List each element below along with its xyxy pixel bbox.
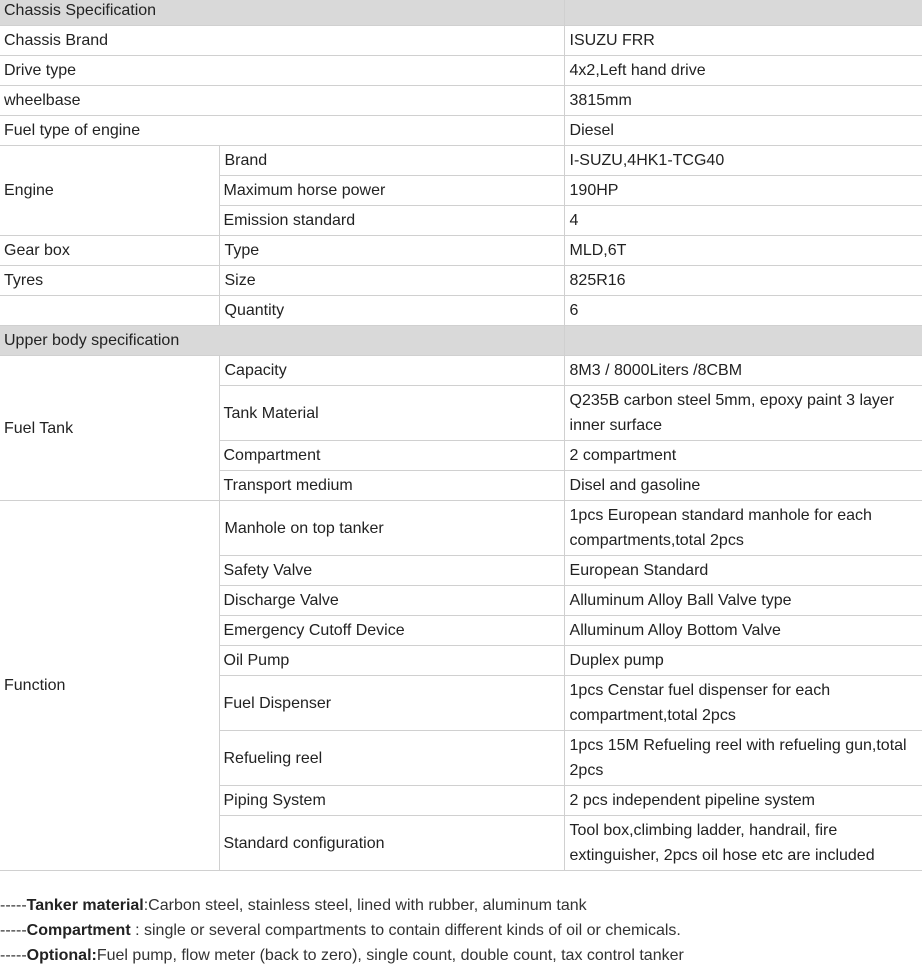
spec-value: ISUZU FRR xyxy=(564,26,922,56)
spec-label: Safety Valve xyxy=(219,556,564,586)
spec-value: Duplex pump xyxy=(564,646,922,676)
spec-label: Maximum horse power xyxy=(219,176,564,206)
table-row xyxy=(0,266,922,296)
spec-value: I-SUZU,4HK1-TCG40 xyxy=(564,146,922,176)
spec-label: Fuel type of engine xyxy=(0,116,564,146)
spec-label: Manhole on top tanker xyxy=(219,501,564,556)
spec-value: 6 xyxy=(564,296,922,326)
note-compartment xyxy=(0,918,922,943)
spec-value: Q235B carbon steel 5mm, epoxy paint 3 layer inner surface xyxy=(564,386,922,441)
table-row xyxy=(0,356,922,386)
spec-label: Capacity xyxy=(219,356,564,386)
spec-label: Discharge Valve xyxy=(219,586,564,616)
note-tanker-material xyxy=(0,893,922,918)
table-row xyxy=(0,26,922,56)
note-key: Optional: xyxy=(26,947,97,964)
spec-value: Diesel xyxy=(564,116,922,146)
spec-value: 2 pcs independent pipeline system xyxy=(564,786,922,816)
note-prefix: ----- xyxy=(0,922,27,939)
spec-value: 825R16 xyxy=(564,266,922,296)
note-key: Compartment xyxy=(26,922,131,939)
note-text: : single or several compartments to contain different kinds of oil or chemicals. xyxy=(130,922,681,939)
group-label-gearbox: Gear box xyxy=(0,236,219,266)
spec-value: 1pcs European standard manhole for each compartments,total 2pcs xyxy=(564,501,922,556)
spec-label: Drive type xyxy=(0,56,564,86)
spec-value: 2 compartment xyxy=(564,441,922,471)
spec-value: 4 xyxy=(564,206,922,236)
group-label-fuel-tank: Fuel Tank xyxy=(0,356,219,501)
spec-label: Size xyxy=(219,266,564,296)
section-header-empty xyxy=(564,326,922,356)
spec-value: 1pcs 15M Refueling reel with refueling gun,total 2pcs xyxy=(564,731,922,786)
spec-value: European Standard xyxy=(564,556,922,586)
spec-value: MLD,6T xyxy=(564,236,922,266)
table-row xyxy=(0,56,922,86)
spec-label: Chassis Brand xyxy=(0,26,564,56)
spec-label: Emergency Cutoff Device xyxy=(219,616,564,646)
spec-label: Brand xyxy=(219,146,564,176)
spec-label: Emission standard xyxy=(219,206,564,236)
table-row xyxy=(0,296,922,326)
spec-value: 8M3 / 8000Liters /8CBM xyxy=(564,356,922,386)
spec-value: Tool box,climbing ladder, handrail, fire extinguisher, 2pcs oil hose etc are included xyxy=(564,816,922,871)
spec-label: Transport medium xyxy=(219,471,564,501)
group-label-function: Function xyxy=(0,501,219,871)
section-title: Chassis Specification xyxy=(0,0,564,26)
section-title: Upper body specification xyxy=(0,326,564,356)
group-label-empty xyxy=(0,296,219,326)
note-key: Tanker material xyxy=(26,897,144,914)
section-header-chassis xyxy=(0,0,922,26)
spec-label: Fuel Dispenser xyxy=(219,676,564,731)
table-row xyxy=(0,236,922,266)
note-text: :Carbon steel, stainless steel, lined with rubber, aluminum tank xyxy=(143,897,587,914)
table-row xyxy=(0,146,922,176)
section-header-upper-body xyxy=(0,326,922,356)
spec-value: 4x2,Left hand drive xyxy=(564,56,922,86)
spec-value: 190HP xyxy=(564,176,922,206)
spec-label: Tank Material xyxy=(219,386,564,441)
spec-value: Alluminum Alloy Bottom Valve xyxy=(564,616,922,646)
spec-label: Piping System xyxy=(219,786,564,816)
group-label-engine: Engine xyxy=(0,146,219,236)
spec-value: 3815mm xyxy=(564,86,922,116)
spec-label: Compartment xyxy=(219,441,564,471)
table-row xyxy=(0,86,922,116)
spec-label: Standard configuration xyxy=(219,816,564,871)
group-label-tyres: Tyres xyxy=(0,266,219,296)
spec-value: 1pcs Censtar fuel dispenser for each compartment,total 2pcs xyxy=(564,676,922,731)
note-prefix: ----- xyxy=(0,897,27,914)
spec-label: Type xyxy=(219,236,564,266)
spec-label: Refueling reel xyxy=(219,731,564,786)
notes-list xyxy=(0,893,922,968)
spec-value: Disel and gasoline xyxy=(564,471,922,501)
section-header-empty xyxy=(564,0,922,26)
note-text: Fuel pump, flow meter (back to zero), single count, double count, tax control tanker xyxy=(96,947,684,964)
note-optional xyxy=(0,943,922,968)
table-row xyxy=(0,501,922,556)
spec-label: Oil Pump xyxy=(219,646,564,676)
spec-label: wheelbase xyxy=(0,86,564,116)
spec-value: Alluminum Alloy Ball Valve type xyxy=(564,586,922,616)
note-prefix: ----- xyxy=(0,947,27,964)
spec-label: Quantity xyxy=(219,296,564,326)
table-row xyxy=(0,116,922,146)
